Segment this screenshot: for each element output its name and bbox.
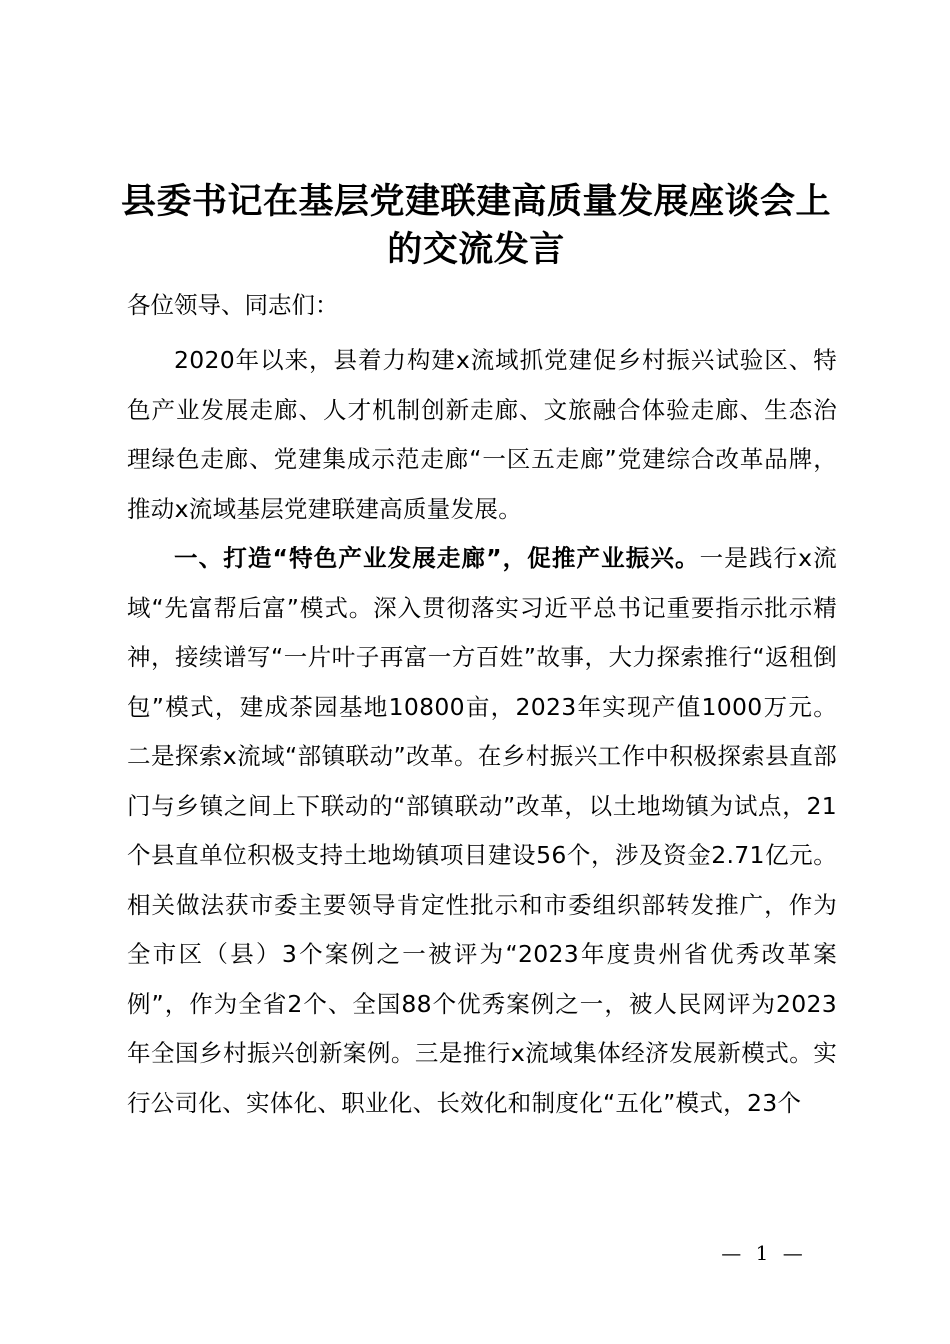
section-one-heading: 一、打造“特色产业发展走廊”，促推产业振兴。 [174,544,700,572]
section-one-text: 一是践行x流域“先富帮后富”模式。深入贯彻落实习近平总书记重要指示批示精神，接续谱写“一片叶子再富一方百姓”故事，大力探索推行“返租倒包”模式，建成茶园基地10800亩，2023年实现产值1000万元。二是探索x流域“部镇联动”改革。在乡村振兴工作中积极探索县直部门与乡镇之间上下联动的“部镇联动”改革，以土地坳镇为试点，21个县直单位积极支持土地坳镇项目建设56个，涉及资金2.71亿元。相关做法获市委主要领导肯定性批示和市委组织部转发推广，作为全市区（县）3个案例之一被评为“2023年度贵州省优秀改革案例”，作为全省2个、全国88个优秀案例之一，被人民网评为2023年全国乡村振兴创新案例。三是推行x流域集体经济发展新模式。实行公司化、实体化、职业化、长效化和制度化“五化”模式，23个 [127,544,837,1117]
intro-paragraph [127,336,837,534]
document-title: 县委书记在基层党建联建高质量发展座谈会上的交流发言 [120,182,831,270]
section-one-paragraph [127,534,837,1128]
salutation: 各位领导、同志们： [127,291,339,319]
document-body [127,336,837,1128]
page-number: — 1 — [721,1241,807,1265]
intro-paragraph-text: 2020年以来，县着力构建x流域抓党建促乡村振兴试验区、特色产业发展走廊、人才机制创新走廊、文旅融合体验走廊、生态治理绿色走廊、党建集成示范走廊“一区五走廊”党建综合改革品牌，推动x流域基层党建联建高质量发展。 [127,346,837,523]
